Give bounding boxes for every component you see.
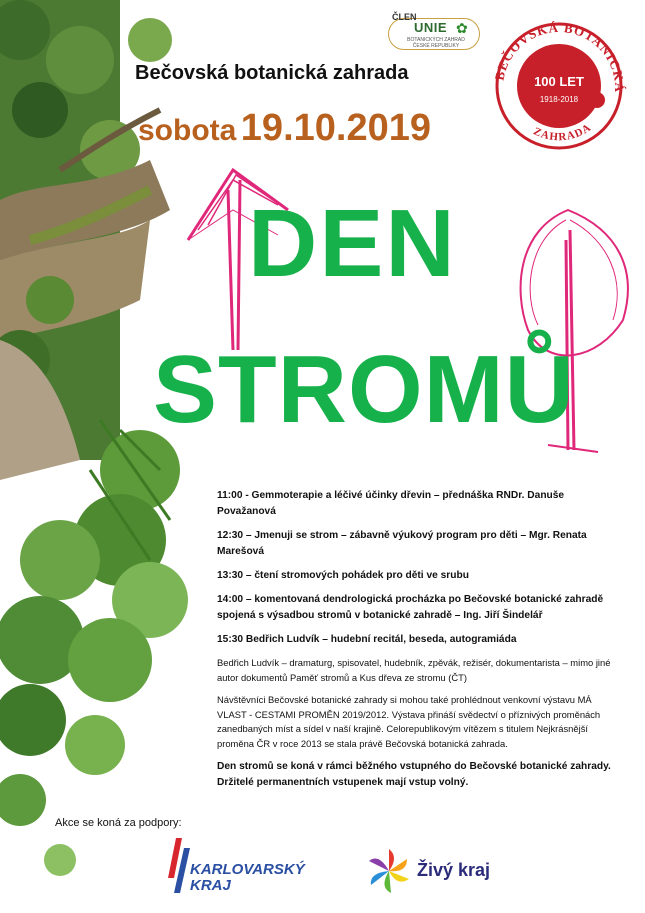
headline-stromu: STROMŮ bbox=[153, 336, 575, 443]
union-botanical-gardens-logo bbox=[388, 12, 483, 50]
program-item: 12:30 – Jmenuji se strom – zábavně výukový program pro děti – Mgr. Renata Marešová bbox=[217, 530, 587, 557]
program-item: 15:30 Bedřich Ludvík – hudební recitál, beseda, autogramiáda bbox=[217, 634, 517, 645]
program-item: 13:30 – čtení stromových pohádek pro děti ve srubu bbox=[217, 570, 469, 581]
ludvik-note: Bedřich Ludvík – dramaturg, spisovatel, hudebník, zpěvák, režisér, dokumentarista – mimo jiné autor dokumentů Paměť stromů a Kus dřeva ze stromu (ČT) bbox=[217, 657, 611, 683]
program-list bbox=[217, 488, 617, 791]
zivy-kraj-flower-icon bbox=[365, 847, 413, 895]
logo-unie-text: UNIE bbox=[414, 20, 448, 35]
exhibition-note: Návštěvníci Bečovské botanické zahrady si mohou také prohlédnout venkovní výstavu MÁ VLAST - CESTAMI PROMĚN 2019/2012. Výstava přináší svědectví o příznivých proměnách zanedbaných míst a sídel v naší krajině. Celorepublikovým vítězem s titulem Nejkrásnější proměna ČR v roce 2013 se stala právě Bečovská botanická zahrada. bbox=[217, 694, 601, 749]
closing-note: Den stromů se koná v rámci běžného vstupného do Bečovské botanické zahrady. Držitelé permanentních vstupenek mají vstup volný. bbox=[217, 761, 611, 788]
event-date bbox=[138, 107, 431, 150]
support-label: Akce se koná za podpory: bbox=[55, 817, 182, 829]
karlovarsky-kraj-text bbox=[190, 862, 305, 894]
event-date-value: 19.10.2019 bbox=[240, 107, 431, 149]
event-day: sobota bbox=[138, 114, 237, 147]
zivy-kraj-logo bbox=[365, 845, 515, 900]
logo-clen-text: ČLEN bbox=[392, 12, 417, 22]
clover-icon: ✿ bbox=[456, 20, 468, 36]
stamp-ring-bottom: ZAHRADA bbox=[531, 121, 594, 144]
garden-title: Bečovská botanická zahrada bbox=[135, 62, 409, 84]
zivy-kraj-text: Živý kraj bbox=[417, 860, 491, 880]
stamp-range: 1918-2018 bbox=[539, 95, 579, 104]
headline-den: DEN bbox=[248, 190, 457, 297]
kraj-text: KRAJ bbox=[190, 877, 231, 894]
program-item: 14:00 – komentovaná dendrologická procházka po Bečovské botanické zahradě spojená s výsadbou stromů v botanické zahradě – Ing. Jiří Šindelář bbox=[217, 594, 604, 621]
program-item: 11:00 - Gemmoterapie a léčivé účinky dřevin – přednáška RNDr. Danuše Považanová bbox=[217, 490, 565, 517]
karlovarsky-kraj-logo bbox=[168, 838, 328, 898]
stamp-ring-top: BEČOVSKÁ BOTANICKÁ bbox=[491, 19, 628, 93]
logo-sub-text: BOTANICKÝCH ZAHRAD ČESKÉ REPUBLIKY bbox=[407, 37, 465, 49]
karlovarsky-text: KARLOVARSKÝ bbox=[190, 861, 305, 878]
anniversary-stamp bbox=[485, 18, 633, 150]
stamp-years: 100 LET bbox=[534, 74, 584, 89]
